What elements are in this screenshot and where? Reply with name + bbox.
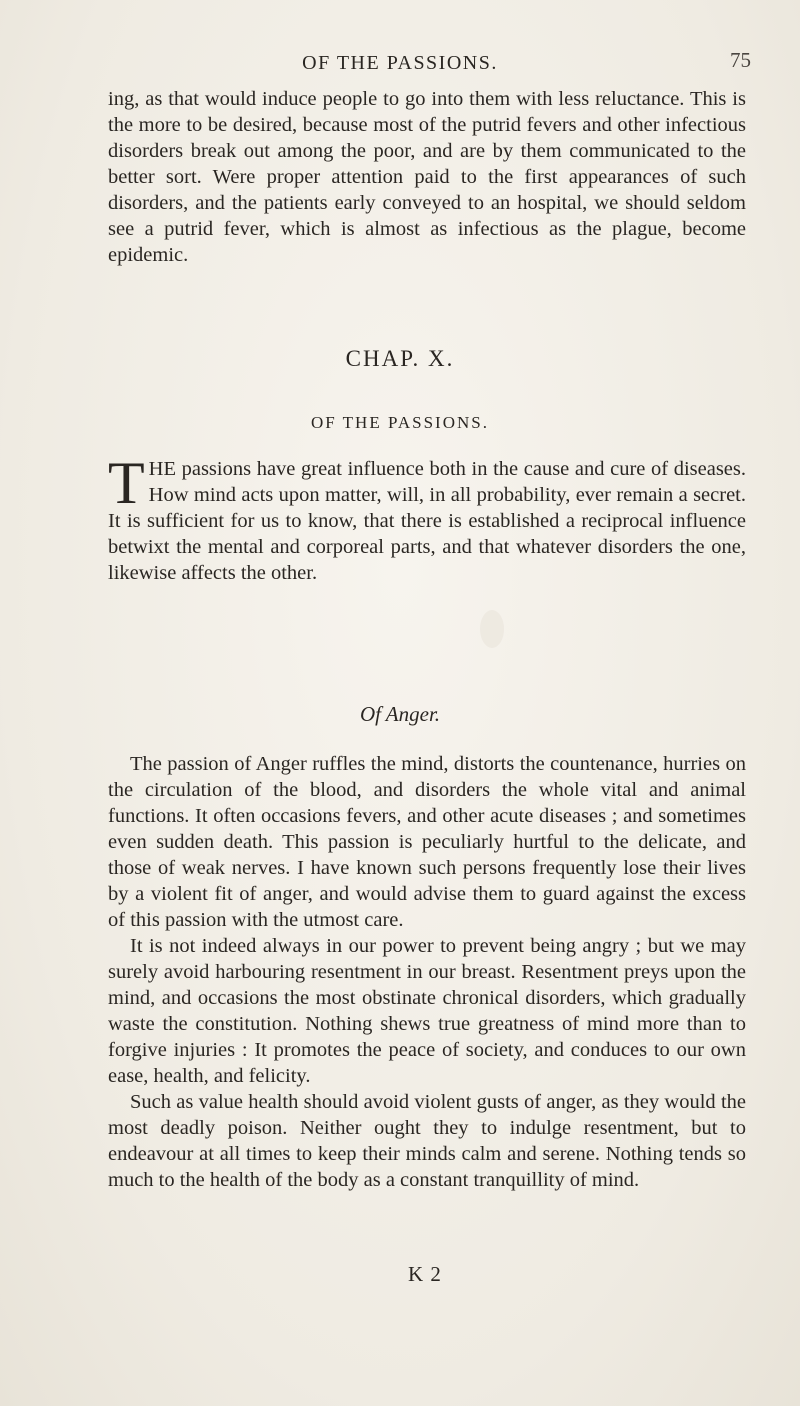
section-title: Of Anger. bbox=[359, 702, 441, 726]
page-number: 75 bbox=[730, 48, 751, 72]
continued-paragraph: ing, as that would induce people to go into them with less reluctance. This is the more to be desired, because most of the putrid fevers and other infectious disorders break out among the poor, and are by them communicated to the better sort. Were proper attention paid to the first appearances of such disorders, and the patients early conveyed to an hospital, we should seldom see a putrid fever, which is almost as infectious as the plague, become epidemic. bbox=[108, 88, 746, 266]
paper-stain bbox=[480, 610, 504, 648]
running-title: OF THE PASSIONS. bbox=[302, 52, 498, 74]
opening-text: HE passions have great influence both in the cause and cure of diseases. How mind acts upon matter, will, in all probability, ever remain a secret. It is sufficient for us to know, that there is established a reciprocal influence betwixt the mental and corporeal parts, and that whatever disorders the one, likewise affects the other. bbox=[108, 458, 746, 584]
paragraph: It is not indeed always in our power to prevent being angry ; but we may surely avoid harbouring resentment in our breast. Resentment preys upon the mind, and occasions the most obstinate chronical disorders, which gradually waste the constitution. Nothing shews true greatness of mind more than to forgive injuries : It promotes the peace of society, and conduces to our own ease, health, and felicity. bbox=[108, 935, 746, 1087]
signature-mark: K 2 bbox=[408, 1262, 442, 1286]
opening-paragraph bbox=[108, 450, 746, 586]
drop-cap: T bbox=[108, 450, 145, 516]
paragraph: Such as value health should avoid violent gusts of anger, as they would the most deadly poison. Neither ought they to indulge resentment, but to endeavour at all times to keep their minds calm and serene. Nothing tends so much to the health of the body as a constant tranquillity of mind. bbox=[108, 1091, 746, 1191]
chapter-number: CHAP. X. bbox=[345, 346, 455, 371]
section-body bbox=[108, 751, 746, 1193]
chapter-title: OF THE PASSIONS. bbox=[311, 413, 489, 432]
paragraph: The passion of Anger ruffles the mind, distorts the countenance, hurries on the circulation of the blood, and disorders the whole vital and animal functions. It often occasions fevers, and other acute diseases ; and sometimes even sudden death. This passion is peculiarly hurtful to the delicate, and those of weak nerves. I have known such persons frequently lose their lives by a violent fit of anger, and would advise them to guard against the excess of this passion with the utmost care. bbox=[108, 753, 746, 931]
